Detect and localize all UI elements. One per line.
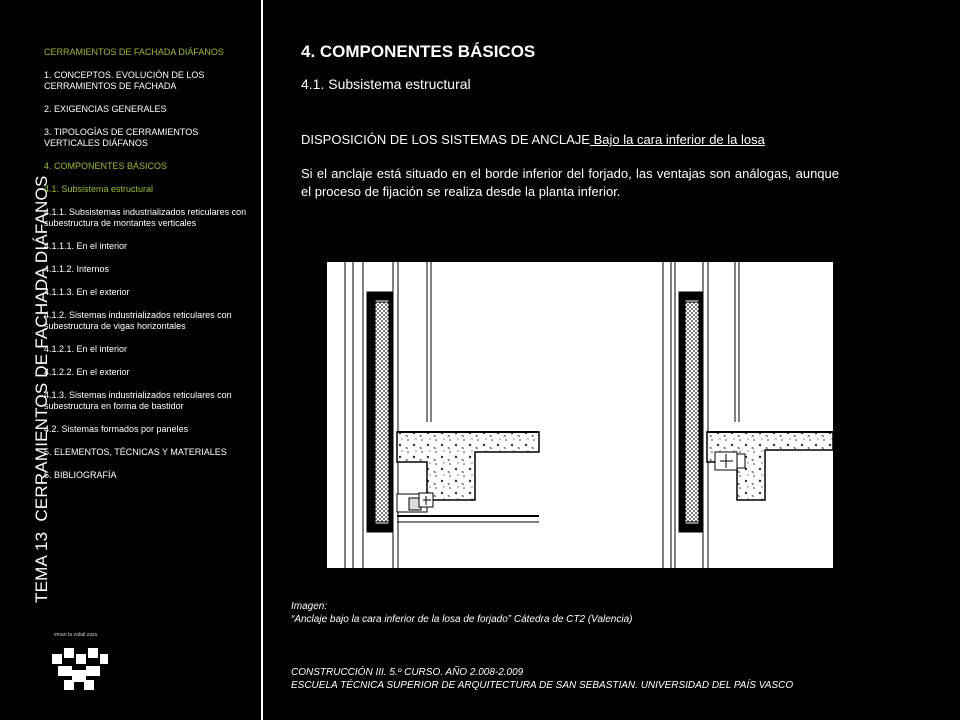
nav-item-4-1-3[interactable]: 4.1.3. Sistemas industrializados reticulares con subestructura en forma de bastidor — [44, 390, 232, 411]
nav-item-3[interactable]: 3. TIPOLOGÍAS DE CERRAMIENTOS VERTICALES DIÁFANOS — [44, 127, 199, 148]
nav-item-2[interactable]: 2. EXIGENCIAS GENERALES — [44, 104, 167, 114]
nav-item-4-1-1-2[interactable]: 4.1.1.2. Internos — [44, 264, 110, 274]
side-title-name: CERRAMIENTOS DE FACHADA DIÁFANOS — [32, 175, 51, 522]
section-heading — [301, 132, 765, 147]
nav-item-4-1-2-1[interactable]: 4.1.2.1. En el interior — [44, 344, 128, 354]
left-detail — [345, 262, 539, 568]
sidebar-nav — [44, 47, 256, 493]
nav-item-4-2[interactable]: 4.2. Sistemas formados por paneles — [44, 424, 189, 434]
body-paragraph: Si el anclaje está situado en el borde inferior del forjado, las ventajas son análogas, aunque el proceso de fijación se realiza desde la planta inferior. — [301, 166, 839, 199]
side-title — [4, 0, 51, 720]
nav-item-cerramientos[interactable]: CERRAMIENTOS DE FACHADA DIÁFANOS — [44, 47, 224, 57]
university-logo — [50, 632, 110, 692]
caption-text: “Anclaje bajo la cara inferior de la losa de forjado” Cátedra de CT2 (Valencia) — [291, 614, 633, 625]
footer — [291, 666, 793, 692]
section-heading-main: DISPOSICIÓN DE LOS SISTEMAS DE ANCLAJE — [301, 132, 590, 147]
nav-item-4-1-2[interactable]: 4.1.2. Sistemas industrializados reticulares con subestructura de vigas horizontales — [44, 310, 232, 331]
footer-school: ESCUELA TÉCNICA SUPERIOR DE ARQUITECTURA DE SAN SEBASTIAN. UNIVERSIDAD DEL PAÍS VASCO — [291, 680, 794, 691]
side-title-tema: TEMA 13 — [32, 531, 51, 603]
nav-item-4[interactable]: 4. COMPONENTES BÁSICOS — [44, 161, 168, 171]
logo-motto: eman ta zabal zazu — [54, 632, 98, 638]
nav-item-5[interactable]: 5. ELEMENTOS, TÉCNICAS Y MATERIALES — [44, 447, 227, 457]
footer-course: CONSTRUCCIÓN III. 5.º CURSO. AÑO 2.008-2.009 — [291, 667, 524, 678]
right-detail — [663, 262, 833, 568]
nav-item-4-1-1-1[interactable]: 4.1.1.1. En el interior — [44, 241, 128, 251]
nav-item-4-1-1[interactable]: 4.1.1. Subsistemas industrializados reticulares con subestructura de montantes verticales — [44, 207, 247, 228]
caption-label: Imagen: — [291, 601, 328, 612]
image-caption — [291, 600, 632, 626]
nav-item-4-1-2-2[interactable]: 4.1.2.2. En el exterior — [44, 367, 130, 377]
nav-item-1[interactable]: 1. CONCEPTOS. EVOLUCIÓN DE LOS CERRAMIENTOS DE FACHADA — [44, 70, 205, 91]
nav-item-6[interactable]: 6. BIBLIOGRAFÍA — [44, 470, 117, 480]
anchor-detail-drawing — [327, 262, 833, 568]
page-title: 4. COMPONENTES BÁSICOS — [301, 42, 536, 61]
page-subtitle: 4.1. Subsistema estructural — [301, 76, 471, 92]
logo-icon — [50, 640, 110, 700]
vertical-divider — [261, 0, 263, 720]
nav-item-4-1-1-3[interactable]: 4.1.1.3. En el exterior — [44, 287, 130, 297]
construction-detail-svg — [327, 262, 833, 568]
nav-item-4-1[interactable]: 4.1. Subsistema estructural — [44, 184, 154, 194]
section-heading-underlined: Bajo la cara inferior de la losa — [589, 132, 765, 147]
